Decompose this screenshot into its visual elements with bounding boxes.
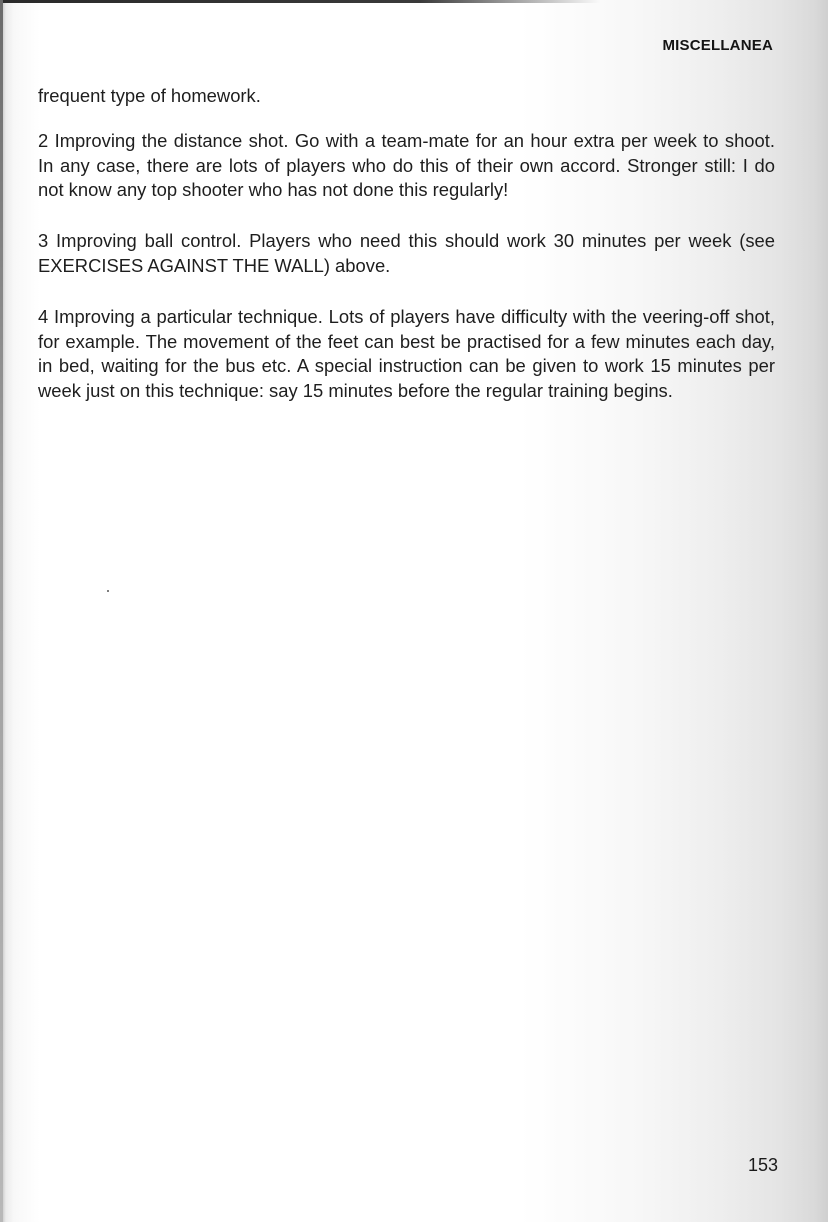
- stray-ink-mark: [107, 590, 109, 592]
- paragraph-distance-shot: 2 Improving the distance shot. Go with a team-mate for an hour extra per week to shoot. In any case, there are lots of players who do this of their own accord. Stronger still: I do not know any top shooter who has not done this regularly!: [38, 130, 775, 201]
- page-top-edge-shadow: [0, 0, 600, 3]
- running-head: MISCELLANEA: [662, 37, 773, 54]
- paragraph-technique: 4 Improving a particular technique. Lots of players have difficulty with the veering-off shot, for example. The movement of the feet can best be practised for a few minutes each day, in bed, waiting for the bus etc. A special instruction can be given to work 15 minutes per week just on this technique: say 15 minutes before the regular training begins.: [38, 306, 775, 401]
- page-number: 153: [747, 1155, 778, 1175]
- paragraph-continuation: frequent type of homework.: [38, 85, 261, 106]
- page-spine-shadow: [0, 0, 3, 1222]
- paragraph-ball-control: 3 Improving ball control. Players who need this should work 30 minutes per week (see EXERCISES AGAINST THE WALL) above.: [38, 230, 775, 276]
